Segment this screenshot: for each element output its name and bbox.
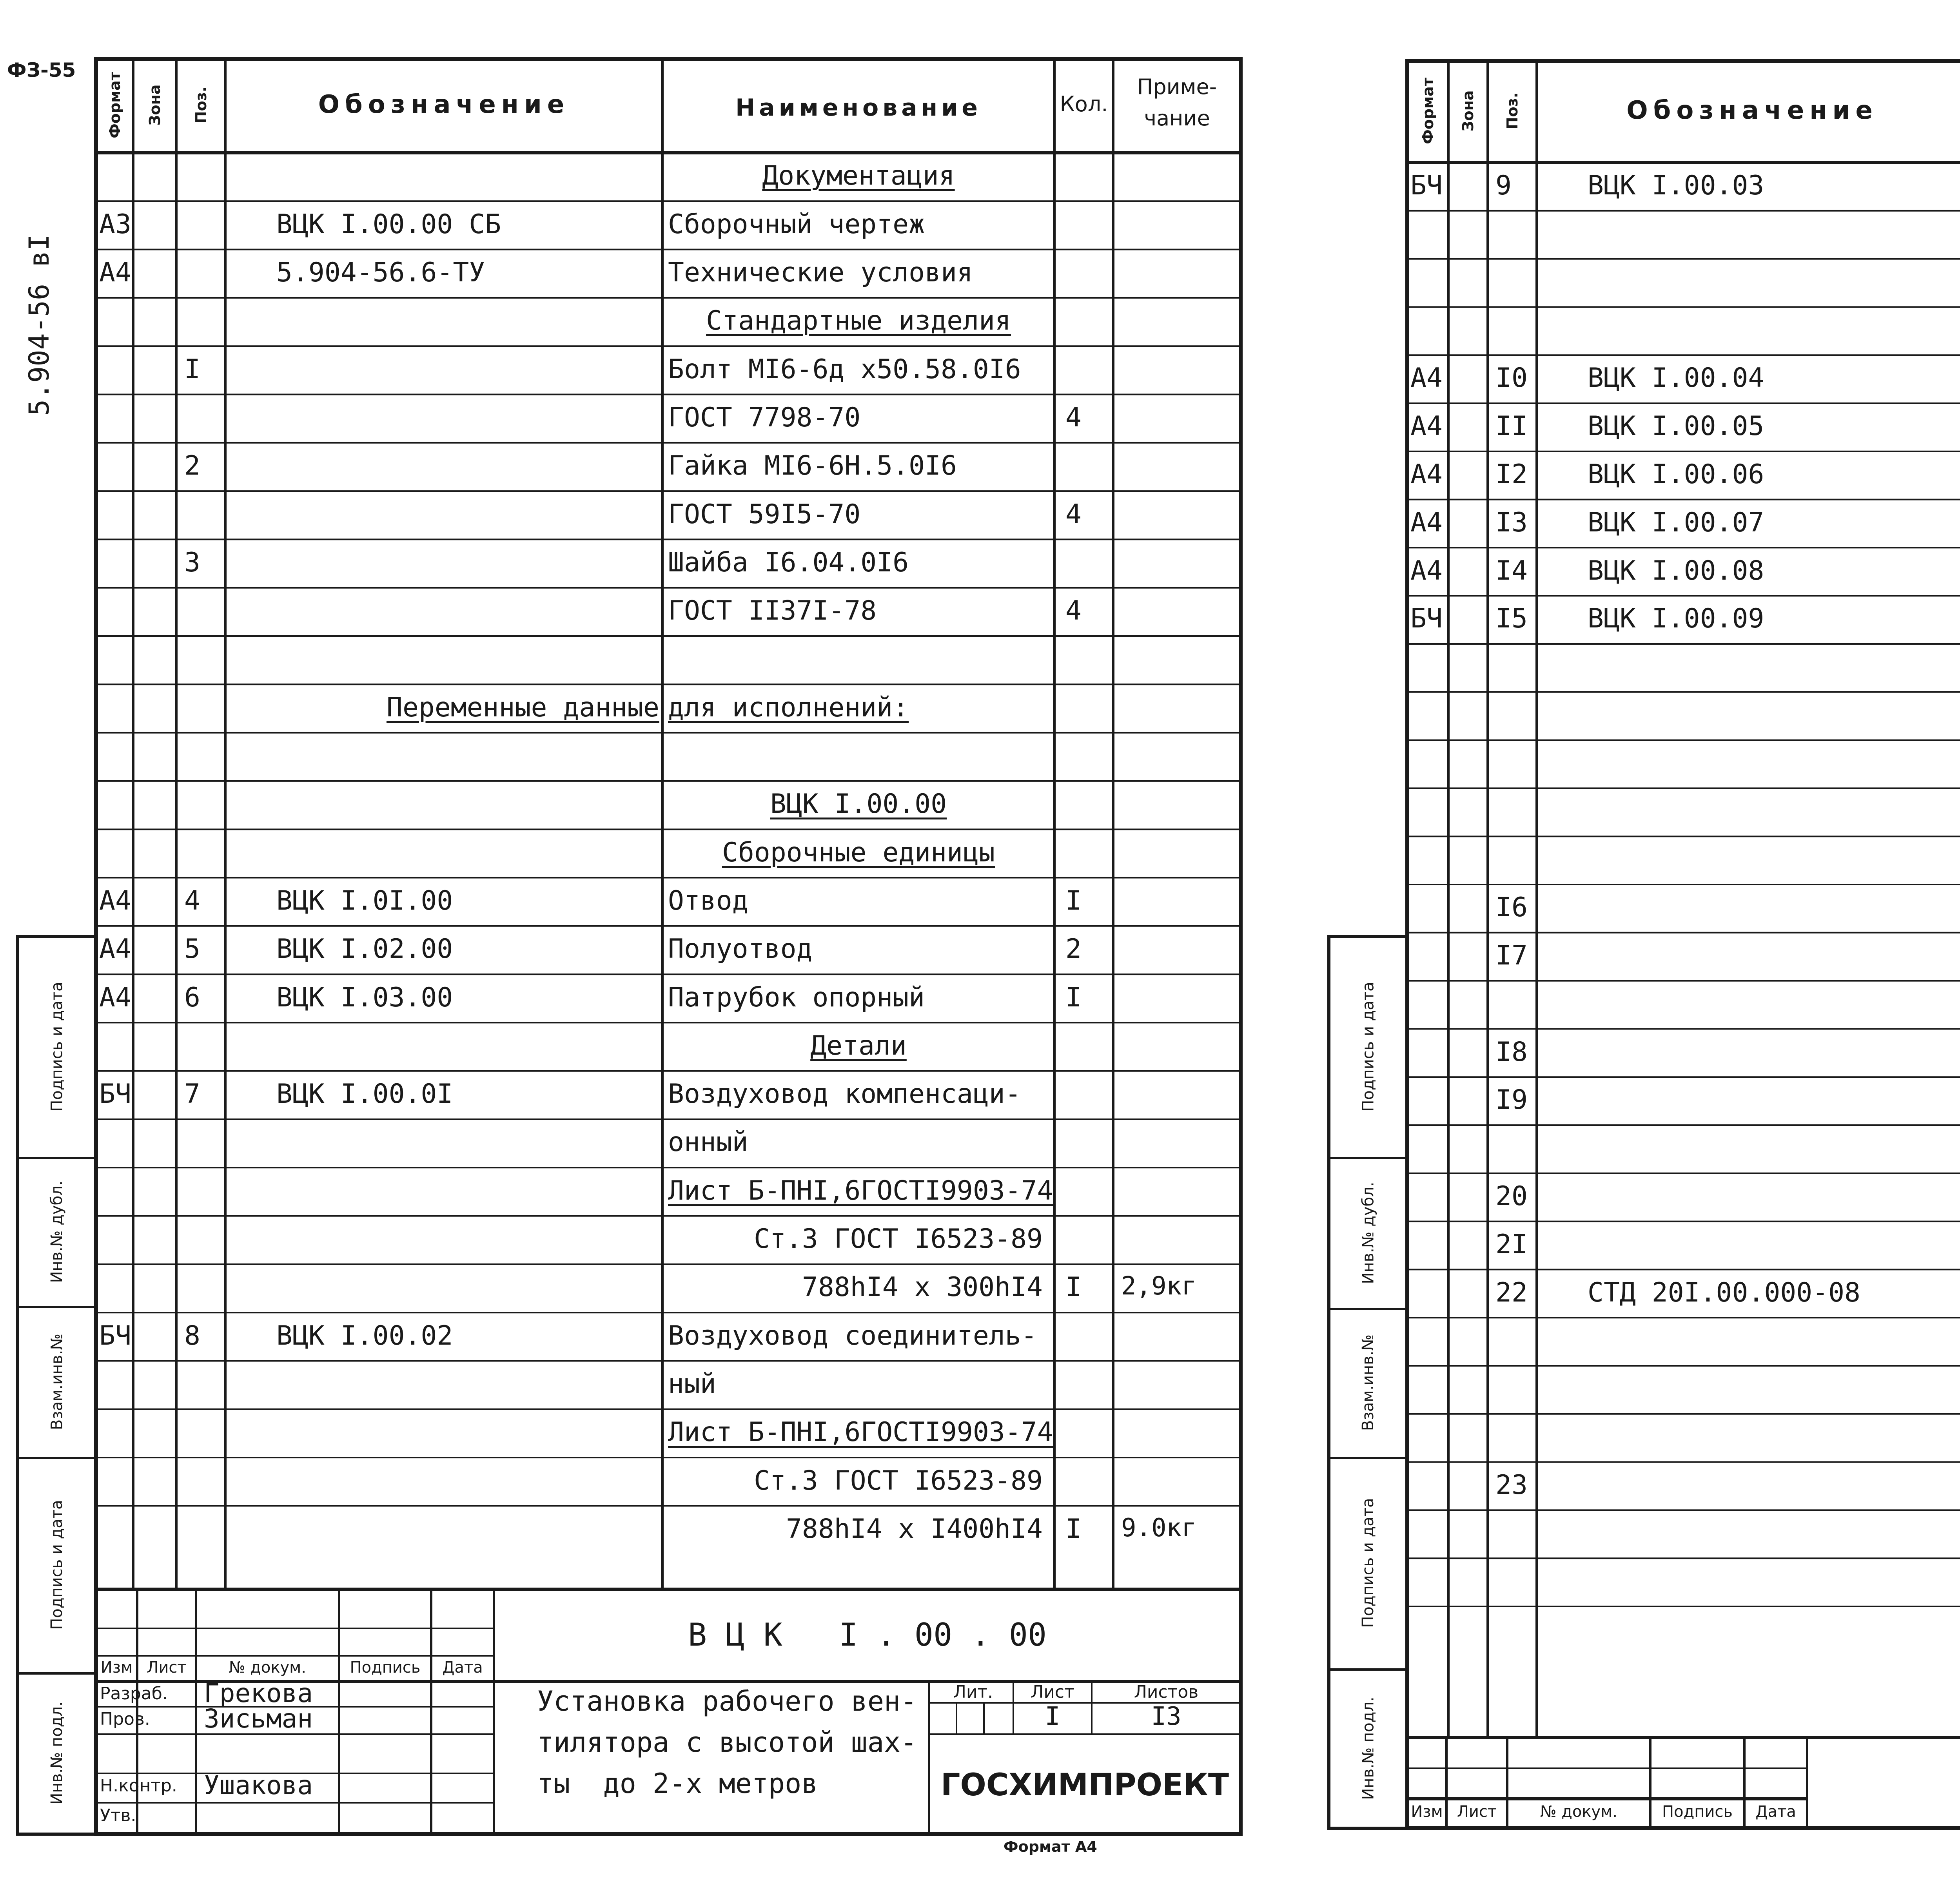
- title-col-label: Дата: [1755, 1803, 1796, 1821]
- title-col-label: Лист: [1457, 1803, 1497, 1821]
- row-name: Документация: [762, 160, 955, 192]
- row-name: ГОСТ II37I-78: [668, 595, 877, 627]
- row-position: I7: [1495, 940, 1528, 972]
- title-role: Пров.: [100, 1709, 150, 1729]
- title-person-name: Зисьман: [204, 1704, 313, 1734]
- title-col-label: № докум.: [1540, 1803, 1618, 1821]
- title-person-name: Ушакова: [204, 1770, 313, 1800]
- row-note: 2,9кг: [1121, 1272, 1197, 1301]
- header-name: Наименование: [735, 94, 982, 121]
- row-position: I8: [1495, 1036, 1528, 1068]
- row-designation: ВЦК I.00.07: [1588, 507, 1764, 538]
- row-designation: ВЦК I.0I.00: [276, 885, 453, 916]
- header-format: Формат: [1419, 78, 1437, 144]
- title-col-label: № докум.: [229, 1659, 307, 1677]
- title-role: Утв.: [100, 1805, 136, 1825]
- corner-code: ФЗ-55: [7, 59, 76, 82]
- row-position: I0: [1495, 363, 1528, 394]
- title-col-label: Лист: [147, 1659, 187, 1677]
- sheet-label: Лист: [1031, 1682, 1074, 1702]
- header-pos: Поз.: [192, 86, 210, 124]
- row-name: Отвод: [668, 885, 748, 916]
- row-position: 20: [1495, 1181, 1528, 1212]
- row-qty: 4: [1065, 595, 1082, 627]
- row-name: Болт МI6-6д x50.58.0I6: [668, 353, 1021, 385]
- row-designation: ВЦК I.00.08: [1588, 555, 1764, 586]
- row-position: 2: [184, 450, 200, 482]
- row-qty: 2: [1065, 934, 1082, 965]
- row-name: ный: [668, 1368, 716, 1399]
- side-label: Инв.№ подл.: [1359, 1696, 1377, 1800]
- row-format: А4: [1410, 459, 1443, 490]
- title-text: Установка рабочего вен-: [537, 1685, 917, 1717]
- frame-border: [1407, 61, 1960, 1828]
- header-zone: Зона: [146, 84, 163, 126]
- row-designation: ВЦК I.00.09: [1588, 603, 1764, 634]
- spec-sheet-right: [1298, 0, 1960, 1878]
- row-note: 9.0кг: [1121, 1513, 1197, 1543]
- title-text: ты до 2-х метров: [537, 1767, 818, 1800]
- header-format: Формат: [106, 72, 123, 138]
- row-position: II: [1495, 411, 1528, 442]
- row-format: БЧ: [99, 1320, 131, 1351]
- side-label: Подпись и дата: [1359, 981, 1377, 1112]
- title-role: Разраб.: [100, 1684, 168, 1704]
- row-position: I6: [1495, 892, 1528, 923]
- side-label: Подпись и дата: [48, 981, 66, 1112]
- row-name: Сборочный чертеж: [668, 208, 925, 240]
- header-designation: Обозначение: [1626, 96, 1878, 125]
- row-format: А4: [1410, 411, 1443, 442]
- row-format: А4: [1410, 363, 1443, 394]
- sheet-right-grid: [1298, 0, 1960, 1878]
- row-name: ВЦК I.00.00: [770, 789, 947, 820]
- row-name: Детали: [810, 1030, 907, 1061]
- title-col-label: Изм: [100, 1659, 133, 1677]
- row-designation: Переменные данные: [387, 692, 659, 723]
- row-designation: СТД 20I.00.000-08: [1588, 1277, 1860, 1308]
- row-format: А4: [1410, 507, 1443, 538]
- row-name: Гайка МI6-6Н.5.0I6: [668, 450, 957, 482]
- row-name: ГОСТ 59I5-70: [668, 499, 861, 530]
- sheets-label: Листов: [1134, 1682, 1199, 1702]
- row-position: 8: [184, 1320, 200, 1351]
- row-position: I5: [1495, 603, 1528, 634]
- row-designation: ВЦК I.00.04: [1588, 363, 1764, 394]
- row-format: А4: [99, 934, 131, 965]
- row-name: 788hI4 x I400hI4: [786, 1513, 1043, 1544]
- row-format: А4: [99, 982, 131, 1013]
- title-role: Н.контр.: [100, 1776, 177, 1796]
- title-person-name: Грекова: [204, 1678, 313, 1708]
- row-name: Ст.3 ГОСТ I6523-89: [754, 1224, 1043, 1255]
- row-position: 22: [1495, 1277, 1528, 1308]
- row-format: А4: [99, 257, 131, 288]
- side-label: Инв.№ подл.: [48, 1701, 66, 1805]
- row-designation: 5.904-56.6-ТУ: [276, 257, 485, 288]
- row-format: А4: [99, 885, 131, 916]
- row-qty: I: [1065, 885, 1082, 916]
- row-position: 23: [1495, 1469, 1528, 1501]
- side-label: Подпись и дата: [48, 1500, 66, 1630]
- row-position: I: [184, 353, 200, 385]
- row-name: Ст.3 ГОСТ I6523-89: [754, 1465, 1043, 1496]
- header-note: Приме-: [1137, 74, 1217, 99]
- row-format: А4: [1410, 555, 1443, 586]
- sheets-value: I3: [1151, 1702, 1181, 1731]
- row-format: БЧ: [99, 1079, 131, 1110]
- side-label: Инв.№ дубл.: [1359, 1182, 1377, 1284]
- lit-label: Лит.: [953, 1682, 993, 1702]
- row-designation: ВЦК I.00.06: [1588, 459, 1764, 490]
- side-label: Подпись и дата: [1359, 1498, 1377, 1628]
- row-designation: ВЦК I.03.00: [276, 982, 453, 1013]
- row-name: Воздуховод соединитель-: [668, 1320, 1037, 1351]
- row-position: 2I: [1495, 1229, 1528, 1260]
- row-position: I3: [1495, 507, 1528, 538]
- row-qty: I: [1065, 982, 1082, 1013]
- row-designation: ВЦК I.00.03: [1588, 170, 1764, 201]
- row-qty: I: [1065, 1272, 1082, 1303]
- row-position: 7: [184, 1079, 200, 1110]
- row-designation: ВЦК I.00.00 СБ: [276, 208, 501, 240]
- title-col-label: Подпись: [350, 1659, 421, 1677]
- row-name: Шайба I6.04.0I6: [668, 547, 909, 578]
- row-designation: ВЦК I.00.0I: [276, 1079, 453, 1110]
- row-position: I2: [1495, 459, 1528, 490]
- header-pos: Поз.: [1503, 92, 1521, 130]
- doc-code: В Ц К I . 00 . 00: [688, 1617, 1047, 1653]
- row-name: Воздуховод компенсаци-: [668, 1079, 1021, 1110]
- row-qty: I: [1065, 1513, 1082, 1544]
- row-designation: ВЦК I.02.00: [276, 934, 453, 965]
- side-label: Инв.№ дубл.: [48, 1180, 66, 1283]
- row-position: I9: [1495, 1084, 1528, 1116]
- row-name: онный: [668, 1127, 748, 1158]
- row-name: 788hI4 x 300hI4: [802, 1272, 1043, 1303]
- row-name: Технические условия: [668, 257, 973, 288]
- side-label: Взам.инв.№: [1359, 1334, 1377, 1431]
- title-text: тилятора с высотой шах-: [537, 1726, 917, 1758]
- row-name: Лист Б-ПНI,6ГОСТI9903-74: [668, 1417, 1053, 1448]
- row-format: БЧ: [1410, 603, 1443, 634]
- doc-code: [1807, 1762, 1960, 1798]
- header-qty: Кол.: [1060, 92, 1108, 116]
- side-label: Взам.инв.№: [48, 1333, 66, 1430]
- header-note: чание: [1144, 106, 1210, 131]
- row-position: 6: [184, 982, 200, 1013]
- row-position: 3: [184, 547, 200, 578]
- row-name: Патрубок опорный: [668, 982, 925, 1013]
- title-col-label: Подпись: [1662, 1803, 1733, 1821]
- sheet-value: I: [1045, 1702, 1060, 1731]
- row-format: А3: [99, 208, 131, 240]
- side-code: 5.904-56 вI: [23, 234, 55, 416]
- header-zone: Зона: [1459, 90, 1477, 132]
- row-designation: ВЦК I.00.05: [1588, 411, 1764, 442]
- row-position: I4: [1495, 555, 1528, 586]
- row-qty: 4: [1065, 499, 1082, 530]
- row-name: для исполнений:: [668, 692, 909, 723]
- row-position: 9: [1495, 170, 1512, 201]
- title-col-label: Дата: [442, 1659, 483, 1677]
- row-designation: ВЦК I.00.02: [276, 1320, 453, 1351]
- row-qty: 4: [1065, 402, 1082, 433]
- row-name: Стандартные изделия: [706, 305, 1011, 337]
- format-note: Формат А4: [1004, 1838, 1097, 1855]
- row-position: 5: [184, 934, 200, 965]
- row-position: 4: [184, 885, 200, 916]
- row-name: Лист Б-ПНI,6ГОСТI9903-74: [668, 1175, 1053, 1206]
- row-name: Сборочные единицы: [722, 837, 995, 868]
- organization-name: ГОСХИМПРОЕКТ: [940, 1767, 1229, 1803]
- row-name: ГОСТ 7798-70: [668, 402, 861, 433]
- row-format: БЧ: [1410, 170, 1443, 201]
- title-col-label: Изм: [1411, 1803, 1443, 1821]
- row-name: Полуотвод: [668, 934, 813, 965]
- header-designation: Обозначение: [318, 90, 570, 119]
